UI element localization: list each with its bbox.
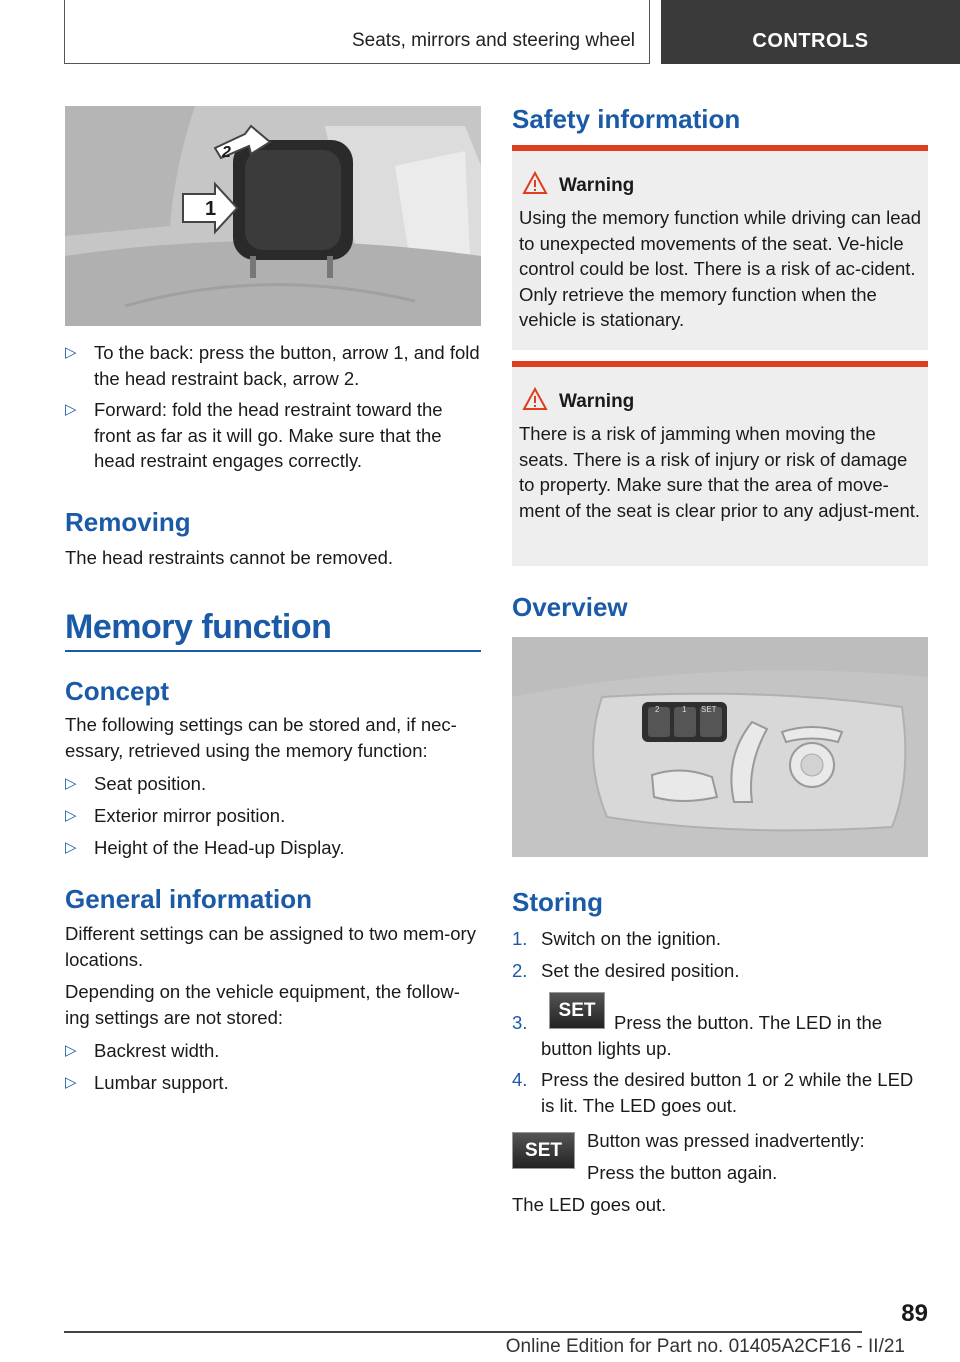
warning-box xyxy=(512,145,928,350)
triangle-bullet-icon: ▷ xyxy=(65,344,77,361)
footer-rule xyxy=(64,1331,862,1333)
warning-title: Warning xyxy=(559,391,635,412)
header-chapter-label: CONTROLS xyxy=(752,30,869,52)
header-chapter-tab[interactable] xyxy=(661,0,960,64)
triangle-bullet-icon: ▷ xyxy=(65,1042,77,1059)
set-button-label: SET xyxy=(558,1000,596,1021)
heading-general-information: General information xyxy=(65,884,313,914)
fig1-label-2: 2 xyxy=(222,144,231,161)
seat-controls-illustration xyxy=(512,637,928,857)
heading-memory-function: Memory function xyxy=(65,608,332,646)
warning-text: There is a risk of jamming when moving the seats. There is a risk of injury or risk of damage to property. Make sure that the area of move‐ment of the seat is clear prior to any adjust‐ment. xyxy=(519,423,921,521)
fig2-button-set: SET xyxy=(701,705,717,714)
triangle-bullet-icon: ▷ xyxy=(65,839,77,856)
triangle-bullet-icon: ▷ xyxy=(65,401,77,418)
header-section-title: Seats, mirrors and steering wheel xyxy=(351,30,635,51)
general-text-1: Different settings can be assigned to two mem‐ory locations. xyxy=(65,923,476,970)
triangle-bullet-icon: ▷ xyxy=(65,1074,77,1091)
fig2-button-1: 1 xyxy=(682,705,687,714)
triangle-bullet-icon: ▷ xyxy=(65,807,77,824)
set-button-label: SET xyxy=(525,1140,562,1161)
general-text-2: Depending on the vehicle equipment, the follow‐ing settings are not stored: xyxy=(65,981,460,1028)
header-section-box xyxy=(64,0,650,64)
inadvertent-text-1: Button was pressed inadvertently: xyxy=(587,1130,865,1151)
led-out-text: The LED goes out. xyxy=(512,1194,667,1215)
fig2-button-2: 2 xyxy=(655,705,660,714)
warning-title: Warning xyxy=(559,175,635,196)
warning-bar xyxy=(512,361,928,367)
warning-triangle-icon xyxy=(522,171,548,195)
heading-removing: Removing xyxy=(65,507,191,537)
warning-triangle-icon xyxy=(522,387,548,411)
heading-storing: Storing xyxy=(512,887,603,917)
heading-concept: Concept xyxy=(65,676,169,706)
warning-bar xyxy=(512,145,928,151)
fig1-label-1: 1 xyxy=(205,198,217,220)
warning-text: Using the memory function while driving can lead to unexpected movements of the seat. Ve‐hicle control could be lost. There is a risk of ac‐cident. Only retrieve the memory function when the vehicle is stationary. xyxy=(519,207,922,330)
heading-safety-information: Safety information xyxy=(512,104,741,134)
page-number: 89 xyxy=(901,1300,928,1327)
seat-controls-figure xyxy=(512,637,928,857)
head-restraint-illustration xyxy=(65,106,481,326)
heading-rule xyxy=(65,650,481,652)
set-button-icon xyxy=(512,1132,575,1169)
removing-text: The head restraints cannot be removed. xyxy=(65,547,394,568)
warning-box xyxy=(512,361,928,566)
triangle-bullet-icon: ▷ xyxy=(65,775,77,792)
footer-edition: Online Edition for Part no. 01405A2CF16 - II/21 xyxy=(505,1336,905,1357)
step-3-text: Press the button. The LED in the button lights up. xyxy=(541,1012,883,1059)
inadvertent-text-2: Press the button again. xyxy=(587,1162,778,1183)
head-restraint-figure xyxy=(65,106,481,326)
heading-overview: Overview xyxy=(512,592,628,622)
concept-text: The following settings can be stored and, if nec‐essary, retrieved using the memory function: xyxy=(65,714,457,761)
